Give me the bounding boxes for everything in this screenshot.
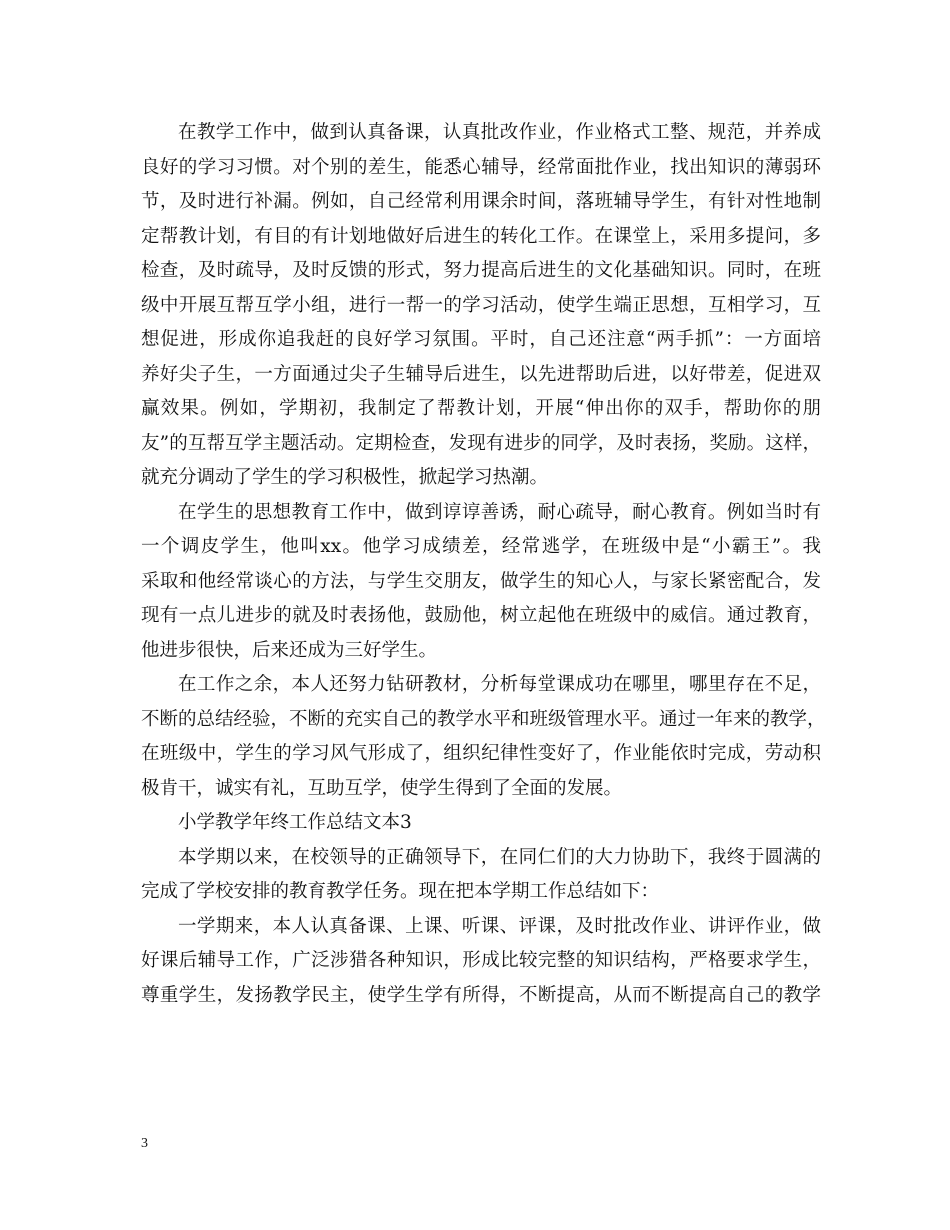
paragraph-line: 在教学工作中，做到认真备课，认真批改作业，作业格式工整、规范，并养成 <box>178 122 821 143</box>
paragraph-line: 他进步很快，后来还成为三好学生。 <box>141 639 438 661</box>
paragraph-line: 本学期以来，在校领导的正确领导下，在同仁们的大力协助下，我终于圆满的 <box>178 846 821 868</box>
paragraph-line: 节，及时进行补漏。例如，自己经常利用课余时间，落班辅导学生，有针对性地制 <box>141 191 821 212</box>
paragraph-line: 友”的互帮互学主题活动。定期检查，发现有进步的同学，及时表扬，奖励。这样， <box>141 432 821 454</box>
paragraph-line: 一个调皮学生，他叫xx。他学习成绩差，经常逃学，在班级中是“小霸王”。我 <box>141 536 821 557</box>
paragraph-line: 现有一点儿进步的就及时表扬他，鼓励他，树立起他在班级中的威信。通过教育， <box>141 605 821 626</box>
paragraph-line: 就充分调动了学生的学习积极性，掀起学习热潮。 <box>141 467 549 488</box>
paragraph-line: 采取和他经常谈心的方法，与学生交朋友，做学生的知心人，与家长紧密配合，发 <box>141 570 821 592</box>
paragraph-line: 好课后辅导工作，广泛涉猎各种知识，形成比较完整的知识结构，严格要求学生， <box>141 950 821 971</box>
body-text <box>141 116 826 1013</box>
paragraph-line: 完成了学校安排的教育教学任务。现在把本学期工作总结如下： <box>141 881 660 902</box>
paragraph-line: 一学期来，本人认真备课、上课、听课、评课，及时批改作业、讲评作业，做 <box>178 915 821 937</box>
paragraph-line: 在班级中，学生的学习风气形成了，组织纪律性变好了，作业能依时完成，劳动积 <box>141 743 821 764</box>
paragraph-line: 养好尖子生，一方面通过尖子生辅导后进生，以先进帮助后进，以好带差，促进双 <box>141 363 821 385</box>
paragraph-line: 在学生的思想教育工作中，做到谆谆善诱，耐心疏导，耐心教育。例如当时有 <box>178 501 821 523</box>
paragraph-line: 定帮教计划，有目的有计划地做好后进生的转化工作。在课堂上，采用多提问，多 <box>141 225 821 247</box>
paragraph-line: 良好的学习习惯。对个别的差生，能悉心辅导，经常面批作业，找出知识的薄弱环 <box>141 156 821 178</box>
paragraph-line: 极肯干，诚实有礼，互助互学，使学生得到了全面的发展。 <box>141 777 623 799</box>
paragraph-line: 想促进，形成你追我赶的良好学习氛围。平时，自己还注意“两手抓”：一方面培 <box>141 329 821 350</box>
paragraph-line: 尊重学生，发扬教学民主，使学生学有所得，不断提高，从而不断提高自己的教学 <box>141 984 821 1006</box>
paragraph-line: 级中开展互帮互学小组，进行一帮一的学习活动，使学生端正思想，互相学习，互 <box>141 294 821 316</box>
paragraph-line: 在工作之余，本人还努力钻研教材，分析每堂课成功在哪里，哪里存在不足， <box>178 674 821 695</box>
page-number: 3 <box>141 1136 148 1151</box>
paragraph-line: 赢效果。例如，学期初，我制定了帮教计划，开展“伸出你的双手，帮助你的朋 <box>141 398 821 419</box>
paragraph-line: 检查，及时疏导，及时反馈的形式，努力提高后进生的文化基础知识。同时，在班 <box>141 260 821 281</box>
section-heading: 小学教学年终工作总结文本3 <box>178 812 412 833</box>
paragraph-line: 不断的总结经验，不断的充实自己的教学水平和班级管理水平。通过一年来的教学， <box>141 708 826 730</box>
